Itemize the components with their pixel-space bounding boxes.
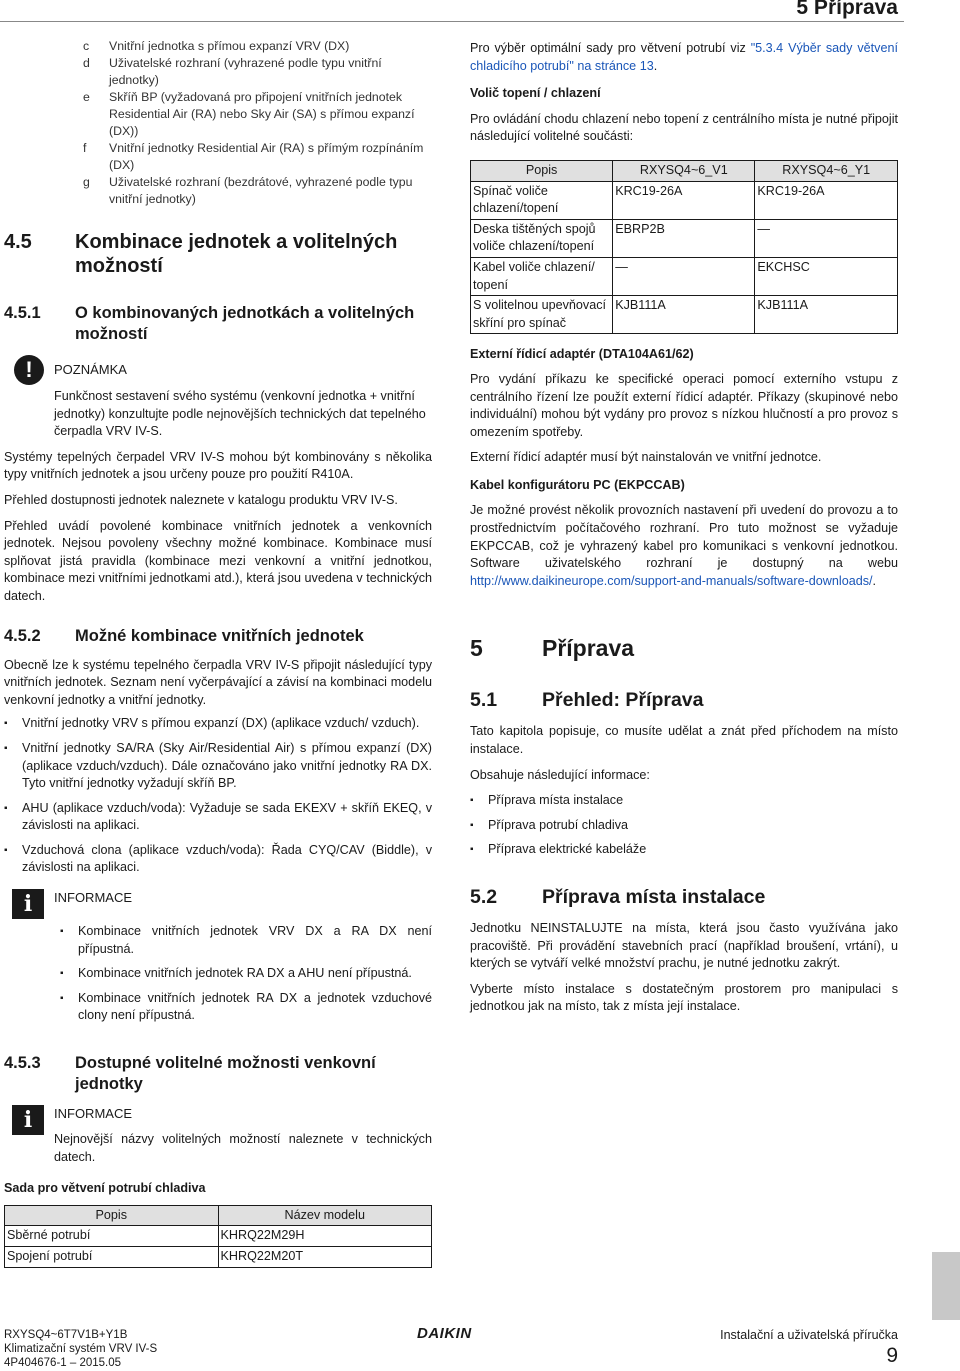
table-cell: KJB111A (613, 296, 755, 334)
right-column (470, 40, 898, 1016)
paragraph: Pro vydání příkazu ke specifické operaci pomocí externího vstupu z centrálního řízení lze použít externí řídicí adaptér. Příkazy (skupinové nebo individuální) mohou být vydány pro provoz s nízkou hlučností a pro provoz s omezením spotřeby. (470, 371, 898, 439)
legend-item (4, 140, 432, 174)
subheading: Externí řídicí adaptér (DTA104A61/62) (470, 347, 694, 362)
paragraph: Přehled uvádí povolené kombinace vnitřních jednotek a venkovních jednotek. Nejsou povoleny všechny možné kombinace. Kombinace musí splňovat jistá pravidla (kombinace mezi venkovní a vnitřní jednotkou, kombinace mezi vnitřními jednotkami atd.), která jsou uvedena v technických datech. (4, 518, 432, 603)
legend-text: Uživatelské rozhraní (vyhrazené podle typu vnitřní jednotky) (109, 56, 382, 87)
warning-icon: ! (14, 355, 44, 385)
info-box (4, 889, 432, 1025)
section-title: Přehled: Příprava (542, 689, 704, 712)
paragraph: Obecně lze k systému tepelného čerpadla VRV IV-S připojit následující typy vnitřních jednotek. Seznam není vyčerpávající a závisí na kombinaci modelu venkovní jednotky a vnitřní jednotky. (4, 657, 432, 707)
table-cell: Deska tištěných spojů voliče chlazení/topení (471, 219, 613, 257)
footer-doc-number: 4P404676-1 – 2015.05 (4, 1357, 122, 1369)
side-tab-marker (932, 1252, 960, 1320)
paragraph: Externí řídicí adaptér musí být nainstalován ve vnitřní jednotce. (470, 450, 822, 465)
table-header: Název modelu (218, 1205, 432, 1226)
legend-text: Vnitřní jednotka s přímou expanzí VRV (DX) (109, 39, 350, 53)
section-number: 4.5.3 (4, 1054, 41, 1073)
legend-key: g (83, 175, 90, 189)
note-body: Funkčnost sestavení svého systému (venkovní jednotka + vnitřní jednotky) konzultujte podle nejnovějších technických dat tepelného čerpadla VRV IV-S. (54, 389, 426, 439)
table-header: RXYSQ4~6_Y1 (755, 160, 898, 181)
section-title: Dostupné volitelné možnosti venkovní jednotky (75, 1054, 376, 1094)
info-icon: i (12, 889, 44, 919)
list-item: ▪ Příprava místa instalace (470, 792, 898, 810)
pipe-branch-table (4, 1205, 432, 1268)
table-cell: EKCHSC (755, 257, 898, 295)
table-cell: Spojení potrubí (5, 1247, 219, 1268)
section-heading-4-5-2 (4, 626, 432, 647)
table-row (471, 296, 898, 334)
text: Je možné provést několik provozních nastavení při uvedení do provozu a to prostřednictvím počítačového rozhraní. Pro tuto možnost se vyžaduje EKPCCAB, což je vyhrazený kabel pro komunikaci s venkovní jednotkou. Software uživatelského rozhraní je dostupný na webu (470, 503, 898, 571)
paragraph (470, 502, 898, 590)
legend-text: Uživatelské rozhraní (bezdrátové, vyhrazené podle typu vnitřní jednotky) (109, 175, 413, 206)
section-title: Možné kombinace vnitřních jednotek (75, 626, 364, 645)
footer-document-info (4, 1328, 157, 1370)
list-item: ▪ Příprava elektrické kabeláže (470, 841, 898, 859)
daikin-logo: DAIKIN (417, 1325, 472, 1342)
table-header: Popis (5, 1205, 219, 1226)
list-item: ▪ AHU (aplikace vzduch/voda): Vyžaduje se sada EKEXV + skříň EKEQ, v závislosti na aplikaci. (4, 800, 432, 835)
chapter-title: Příprava (542, 635, 635, 662)
info-title: INFORMACE (54, 1106, 132, 1122)
section-title: Příprava místa instalace (542, 886, 766, 908)
footer-model: RXYSQ4~6T7V1B+Y1B (4, 1329, 128, 1341)
table-cell: KJB111A (755, 296, 898, 334)
list-item: ▪ Kombinace vnitřních jednotek RA DX a AHU není přípustná. (60, 965, 432, 983)
legend-key: f (83, 141, 87, 155)
table-row (471, 181, 898, 219)
chapter-number: 5 (470, 635, 483, 662)
info-body: Nejnovější názvy volitelných možností naleznete v technických datech. (54, 1132, 432, 1164)
table-cell: — (755, 219, 898, 257)
table-cell: KHRQ22M29H (218, 1226, 432, 1247)
table-cell: KRC19-26A (755, 181, 898, 219)
legend-text: Skříň BP (vyžadovaná pro připojení vnitřních jednotek Residential Air (RA) nebo Sky Air (SA) s přímou expanzí (DX)) (109, 90, 415, 138)
list-item: ▪ Kombinace vnitřních jednotek VRV DX a RA DX není přípustná. (60, 923, 432, 958)
selector-options-table (470, 160, 898, 334)
figure-legend (4, 38, 432, 208)
info-box (4, 1105, 432, 1166)
table-cell: Spínač voliče chlazení/topení (471, 181, 613, 219)
list-item: ▪ Příprava potrubí chladiva (470, 817, 898, 835)
section-number: 4.5.1 (4, 304, 41, 322)
text: . (653, 58, 658, 73)
table-row (471, 219, 898, 257)
table-header: Popis (471, 160, 613, 181)
info-title: INFORMACE (54, 890, 132, 906)
info-bullet-list (4, 923, 432, 1025)
bullet-list (4, 715, 432, 877)
table-cell: Sběrné potrubí (5, 1226, 219, 1247)
section-heading-5-1 (470, 688, 898, 712)
table-header-row (5, 1205, 432, 1226)
subheading: Volič topení / chlazení (470, 86, 601, 101)
section-heading-4-5 (4, 230, 432, 278)
table-header: RXYSQ4~6_V1 (613, 160, 755, 181)
section-number: 5.1 (470, 689, 498, 712)
list-item: ▪ Vnitřní jednotky VRV s přímou expanzí (DX) (aplikace vzduch/ vzduch). (4, 715, 432, 733)
footer-manual-title: Instalační a uživatelská příručka (720, 1328, 898, 1342)
subheading: Kabel konfigurátoru PC (EKPCCAB) (470, 477, 685, 492)
section-heading-4-5-1 (4, 303, 432, 345)
table-cell: KHRQ22M20T (218, 1247, 432, 1268)
section-title: Kombinace jednotek a volitelných možností (75, 231, 398, 277)
note-title: POZNÁMKA (54, 362, 127, 377)
header-rule (0, 21, 904, 22)
section-heading-5-2 (470, 885, 898, 909)
legend-text: Vnitřní jednotky Residential Air (RA) s přímým rozpínáním (DX) (109, 141, 424, 172)
section-heading-4-5-3 (4, 1053, 432, 1095)
legend-item (4, 174, 432, 208)
download-link[interactable]: http://www.daikineurope.com/support-and-manuals/software-downloads/ (470, 573, 873, 588)
list-item: ▪ Kombinace vnitřních jednotek RA DX a jednotek vzduchové clony není přípustná. (60, 990, 432, 1025)
table-header-row (471, 160, 898, 181)
paragraph: Jednotku NEINSTALUJTE na místa, která jsou často využívána jako pracoviště. Při provádění stavebních prací (například broušení, vrtání), u kterých se vytváří velké množství prachu, je nutné jednotku zakrýt. (470, 921, 898, 971)
section-number: 5.2 (470, 886, 498, 908)
table-cell: Kabel voliče chlazení/ topení (471, 257, 613, 295)
table-cell: — (613, 257, 755, 295)
legend-item (4, 38, 432, 55)
legend-key: e (83, 90, 90, 104)
cross-reference-link[interactable]: "5.3.4 Výběr sady větvení chladicího potrubí" na stránce 13 (470, 41, 898, 73)
table-row (5, 1247, 432, 1268)
table-row (5, 1226, 432, 1247)
table-caption: Sada pro větvení potrubí chladiva (4, 1181, 206, 1196)
paragraph: Pro ovládání chodu chlazení nebo topení z centrálního místa je nutné připojit následující volitelné součásti: (470, 111, 898, 144)
text: Pro výběr optimální sady pro větvení potrubí viz (470, 41, 751, 55)
table-cell: KRC19-26A (613, 181, 755, 219)
page-number: 9 (886, 1344, 898, 1367)
section-number: 4.5.2 (4, 626, 41, 645)
table-row (471, 257, 898, 295)
paragraph: Přehled dostupnosti jednotek naleznete v katalogu produktu VRV IV-S. (4, 492, 398, 507)
list-item: ▪ Vzduchová clona (aplikace vzduch/voda): Řada CYQ/CAV (Biddle), v závislosti na aplikaci. (4, 842, 432, 877)
paragraph: Systémy tepelných čerpadel VRV IV-S mohou být kombinovány s několika typy vnitřních jednotek a jsou určeny pouze pro použití R410A. (4, 449, 432, 482)
legend-key: d (83, 56, 90, 70)
page-header-title: 5 Příprava (796, 0, 898, 19)
bullet-list (470, 792, 898, 859)
legend-item (4, 55, 432, 89)
paragraph: Tato kapitola popisuje, co musíte udělat a znát před příchodem na místo instalace. (470, 724, 898, 757)
chapter-heading-5 (470, 634, 898, 662)
paragraph (470, 40, 898, 75)
legend-item (4, 89, 432, 140)
footer-product: Klimatizační systém VRV IV-S (4, 1343, 158, 1355)
info-icon: i (12, 1105, 44, 1135)
section-title: O kombinovaných jednotkách a volitelných možností (75, 304, 415, 343)
text: . (872, 573, 877, 588)
section-number: 4.5 (4, 231, 32, 253)
table-cell: S volitelnou upevňovací skříní pro spínač (471, 296, 613, 334)
paragraph: Vyberte místo instalace s dostatečným prostorem pro manipulaci s jednotkou jak na místo, tak z místa její instalace. (470, 981, 898, 1014)
legend-key: c (83, 39, 90, 53)
note-box (4, 355, 432, 441)
table-cell: EBRP2B (613, 219, 755, 257)
paragraph: Obsahuje následující informace: (470, 767, 650, 782)
left-column (4, 38, 432, 1268)
list-item: ▪ Vnitřní jednotky SA/RA (Sky Air/Residential Air) s přímou expanzí (DX) (aplikace vzduch/vzduch). Dále označováno jako vnitřní jednotky RA DX. Tyto vnitřní jednotky vyžadují skříň BP. (4, 740, 432, 793)
